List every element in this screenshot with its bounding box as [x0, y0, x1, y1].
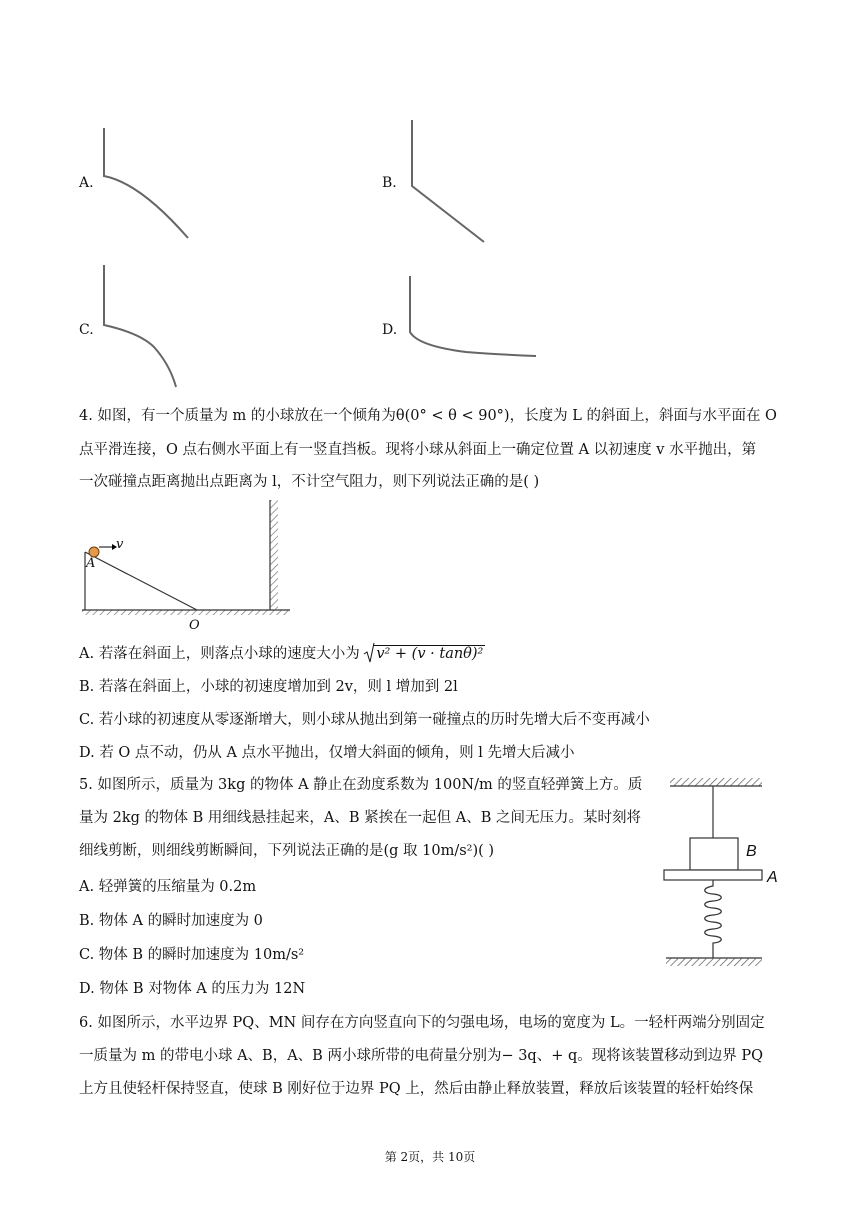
option-d-graph	[406, 276, 541, 358]
question-4-option-a	[79, 644, 485, 664]
sqrt-symbol	[364, 643, 374, 663]
option-b-graph	[408, 120, 488, 245]
question-5-figure	[662, 776, 772, 976]
question-5-option-b: B. 物体 A 的瞬时加速度为 0	[79, 913, 263, 929]
question-5-line-1: 5. 如图所示，质量为 3kg 的物体 A 静止在劲度系数为 100N/m 的竖直轻弹簧上方。质	[79, 777, 643, 793]
question-4-line-3: 一次碰撞点距离抛出点距离为 l，不计空气阻力，则下列说法正确的是( )	[79, 474, 540, 490]
option-c-label: C.	[79, 322, 94, 338]
question-6-line-2: 一质量为 m 的带电小球 A、B，A、B 两小球所带的电荷量分别为− 3q、+ q。现将该装置移动到边界 PQ	[79, 1048, 763, 1064]
question-4-line-2: 点平滑连接，O 点右侧水平面上有一竖直挡板。现将小球从斜面上一确定位置 A 以初速度 v 水平抛出，第	[79, 442, 757, 458]
question-4-option-b: B. 若落在斜面上，小球的初速度增加到 2v，则 l 增加到 2l	[79, 679, 458, 695]
option-c-graph	[100, 265, 185, 390]
option-a-graph	[100, 128, 195, 243]
figure-label-b: B	[746, 843, 757, 860]
question-6-line-1: 6. 如图所示，水平边界 PQ、MN 间存在方向竖直向下的匀强电场，电场的宽度为 L。一轻杆两端分别固定	[79, 1015, 765, 1031]
option-a-label: A.	[79, 175, 94, 191]
figure-label-o: O	[189, 618, 200, 633]
question-5-option-d: D. 物体 B 对物体 A 的压力为 12N	[79, 981, 306, 997]
question-5-option-c: C. 物体 B 的瞬时加速度为 10m/s²	[79, 947, 305, 963]
question-4-option-d: D. 若 O 点不动，仍从 A 点水平抛出，仅增大斜面的倾角，则 l 先增大后减小	[79, 745, 575, 761]
question-5-line-2: 量为 2kg 的物体 B 用细线悬挂起来，A、B 紧挨在一起但 A、B 之间无压力。某时刻将	[79, 810, 641, 826]
option-d-label: D.	[382, 322, 398, 338]
figure-label-a2: A	[767, 869, 778, 886]
option-a-text: A. 若落在斜面上，则落点小球的速度大小为	[79, 646, 360, 662]
question-6-line-3: 上方且使轻杆保持竖直，使球 B 刚好位于边界 PQ 上，然后由静止释放装置，释放后该装置的轻杆始终保	[79, 1081, 754, 1097]
option-a-formula: v² + (v · tanθ)²	[376, 646, 484, 662]
page-footer: 第 2页，共 10页	[384, 1150, 476, 1164]
option-b-label: B.	[382, 175, 397, 191]
figure-label-a: A	[86, 556, 96, 571]
question-4-option-c: C. 若小球的初速度从零逐渐增大，则小球从抛出到第一碰撞点的历时先增大后不变再减小	[79, 712, 650, 728]
question-5-line-3: 细线剪断，则细线剪断瞬间，下列说法正确的是(g 取 10m/s²)( )	[79, 843, 495, 859]
question-5-option-a: A. 轻弹簧的压缩量为 0.2m	[79, 879, 257, 895]
question-4-line-1: 4. 如图，有一个质量为 m 的小球放在一个倾角为θ(0° < θ < 90°)，长度为 L 的斜面上，斜面与水平面在 O	[79, 408, 777, 424]
figure-label-v: v	[116, 537, 124, 552]
